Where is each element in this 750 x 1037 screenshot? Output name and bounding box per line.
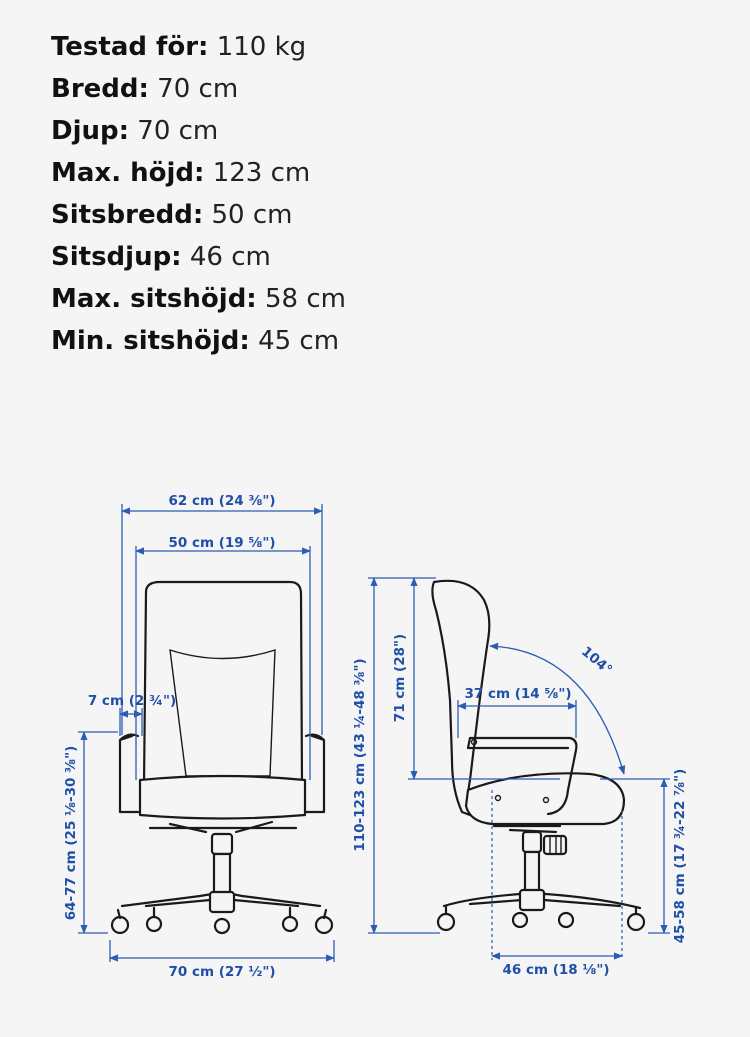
spec-min-seat-height bbox=[51, 320, 346, 362]
side-view-chair bbox=[432, 581, 644, 930]
spec-label: Max. sitshöjd: bbox=[51, 284, 257, 314]
side-tension-knob bbox=[544, 836, 566, 854]
front-armrest-right bbox=[306, 735, 324, 812]
dim-armrest-height: 64-77 cm (25 ⅛-30 ⅜") bbox=[63, 745, 79, 921]
spec-label: Testad för: bbox=[51, 32, 209, 62]
spec-tested-for bbox=[51, 26, 346, 68]
spec-value: 70 cm bbox=[157, 74, 239, 104]
spec-label: Sitsbredd: bbox=[51, 200, 204, 230]
front-mechanism bbox=[150, 822, 296, 832]
front-view-chair bbox=[112, 582, 332, 933]
dim-total-height: 110-123 cm (43 ¼-48 ⅜") bbox=[352, 658, 368, 852]
front-gas-lift bbox=[212, 834, 232, 854]
side-seat bbox=[466, 773, 624, 824]
front-seat bbox=[140, 776, 305, 819]
dim-armrest-width: 7 cm (2 ¾") bbox=[87, 693, 177, 709]
spec-label: Min. sitshöjd: bbox=[51, 326, 250, 356]
dim-seat-width: 50 cm (19 ⅝") bbox=[168, 535, 276, 551]
chair-dimension-drawing bbox=[0, 430, 750, 1037]
dim-recline-angle: 104° bbox=[578, 643, 616, 679]
dim-armrest-depth: 37 cm (14 ⅝") bbox=[464, 686, 572, 702]
side-gas-lift bbox=[523, 832, 541, 852]
spec-label: Djup: bbox=[51, 116, 130, 146]
spec-value: 58 cm bbox=[264, 284, 346, 314]
dim-back-height: 71 cm (28") bbox=[392, 633, 408, 723]
spec-value: 46 cm bbox=[189, 242, 271, 272]
spec-value: 45 cm bbox=[258, 326, 340, 356]
spec-width bbox=[51, 68, 346, 110]
spec-seat-width bbox=[51, 194, 346, 236]
spec-value: 70 cm bbox=[137, 116, 219, 146]
dim-seat-depth: 46 cm (18 ⅛") bbox=[502, 962, 610, 978]
dim-overall-width: 62 cm (24 ⅜") bbox=[168, 493, 276, 509]
dimension-diagram bbox=[0, 430, 750, 1037]
spec-max-height bbox=[51, 152, 346, 194]
spec-value: 50 cm bbox=[211, 200, 293, 230]
dim-base-width: 70 cm (27 ½") bbox=[168, 964, 276, 980]
product-specs bbox=[51, 26, 346, 362]
spec-value: 123 cm bbox=[212, 158, 311, 188]
front-backrest bbox=[144, 582, 302, 792]
spec-max-seat-height bbox=[51, 278, 346, 320]
spec-seat-depth bbox=[51, 236, 346, 278]
front-armrest-left bbox=[120, 735, 138, 812]
spec-label: Bredd: bbox=[51, 74, 149, 104]
spec-depth bbox=[51, 110, 346, 152]
spec-label: Max. höjd: bbox=[51, 158, 205, 188]
spec-value: 110 kg bbox=[216, 32, 307, 62]
dim-seat-height: 45-58 cm (17 ¾-22 ⅞") bbox=[672, 768, 688, 944]
spec-label: Sitsdjup: bbox=[51, 242, 182, 272]
